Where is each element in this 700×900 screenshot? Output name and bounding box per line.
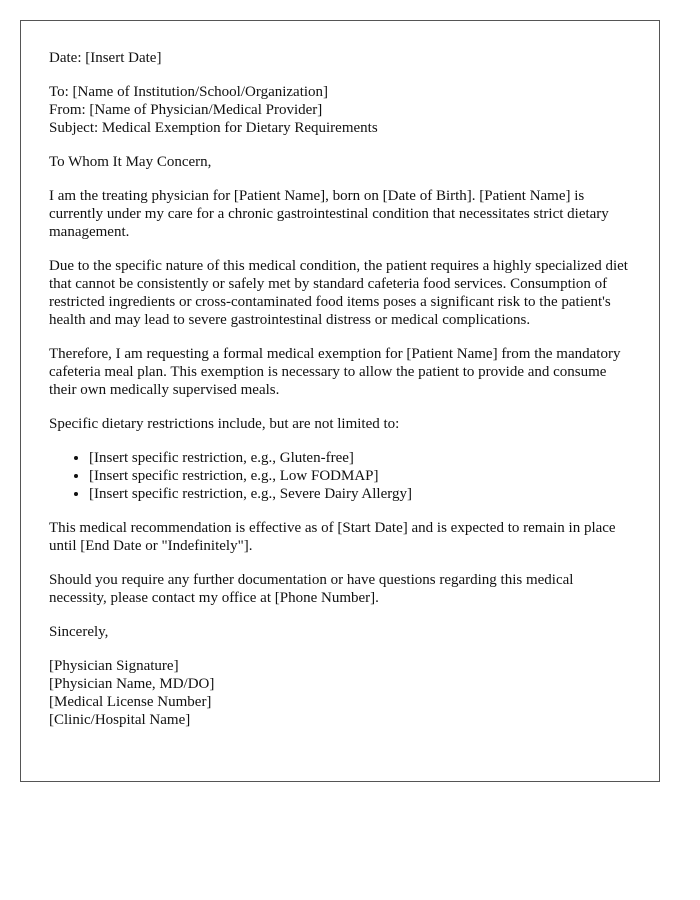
sign-off: Sincerely, [49,624,109,640]
body-paragraph: Therefore, I am requesting a formal medical exemption for [Patient Name] from the mandatory cafeteria meal plan. This exemption is necessary to allow the patient to provide and consume their own medically supervised meals. [49,346,621,398]
to-line: To: [Name of Institution/School/Organization] [49,84,329,100]
restrictions-list [49,449,631,503]
body-paragraph: I am the treating physician for [Patient Name], born on [Date of Birth]. [Patient Name] is currently under my care for a chronic gastrointestinal condition that necessitates strict dietary management. [49,188,609,240]
signature-block [49,657,631,729]
from-line: From: [Name of Physician/Medical Provider] [49,102,323,118]
list-item: • [Insert specific restriction, e.g., Severe Dairy Allergy] [89,485,631,503]
letter-header [49,83,631,137]
restrictions-intro: Specific dietary restrictions include, but are not limited to: [49,416,400,432]
subject-line: Subject: Medical Exemption for Dietary Requirements [49,120,378,136]
list-item: • [Insert specific restriction, e.g., Gluten-free] [89,449,631,467]
date-line: Date: [Insert Date] [49,50,162,66]
physician-signature: [Physician Signature] [49,658,179,674]
body-paragraph: Should you require any further documentation or have questions regarding this medical necessity, please contact my office at [Phone Number]. [49,572,574,606]
list-item: • [Insert specific restriction, e.g., Low FODMAP] [89,467,631,485]
body-paragraph: This medical recommendation is effective as of [Start Date] and is expected to remain in place until [End Date or "Indefinitely"]. [49,520,616,554]
salutation: To Whom It May Concern, [49,154,212,170]
clinic-name: [Clinic/Hospital Name] [49,712,191,728]
body-paragraph: Due to the specific nature of this medical condition, the patient requires a highly specialized diet that cannot be consistently or safely met by standard cafeteria food services. Consumption of restricted ingredients or cross-contaminated food items poses a significant risk to the patient's health and may lead to severe gastrointestinal distress or medical complications. [49,258,628,328]
physician-name: [Physician Name, MD/DO] [49,676,215,692]
medical-license-number: [Medical License Number] [49,694,212,710]
letter-document [20,20,660,782]
